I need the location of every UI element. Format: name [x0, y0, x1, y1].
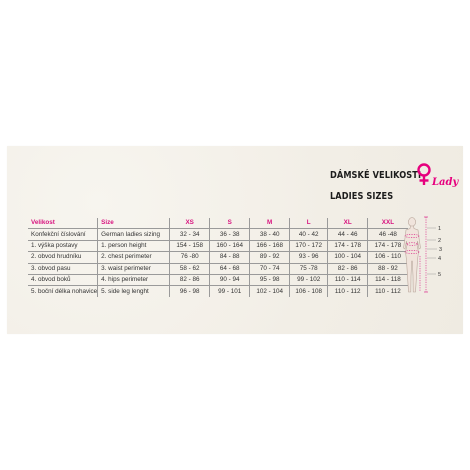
table-cell: 64 - 68: [210, 263, 250, 274]
table-row: [28, 263, 408, 274]
female-body-measurement-icon: [398, 214, 454, 298]
table-cell: 44 - 46: [328, 229, 368, 240]
table-cell: 170 - 172: [290, 240, 328, 251]
table-cell: 38 - 40: [250, 229, 290, 240]
table-cell: 154 - 158: [170, 240, 210, 251]
table-cell: 99 - 102: [290, 274, 328, 285]
table-cell: 99 - 101: [210, 286, 250, 297]
table-cell: 5. side leg lenght: [98, 286, 170, 297]
marker-2: 2: [438, 238, 442, 244]
table-cell: 160 - 164: [210, 240, 250, 251]
table-cell: 106 - 110: [368, 252, 408, 263]
table-cell: 166 - 168: [250, 240, 290, 251]
table-row: [28, 229, 408, 240]
table-row: [28, 240, 408, 251]
column-header: Velikost: [28, 218, 98, 229]
marker-3: 3: [439, 247, 443, 253]
table-cell: 3. obvod pasu: [28, 263, 98, 274]
table-cell: 58 - 62: [170, 263, 210, 274]
table-cell: 2. chest perimeter: [98, 252, 170, 263]
column-header: XL: [328, 218, 368, 229]
column-header: XXL: [368, 218, 408, 229]
table-cell: 40 - 42: [290, 229, 328, 240]
table-cell: 114 - 118: [368, 274, 408, 285]
table-cell: 88 - 92: [368, 263, 408, 274]
table-cell: 82 - 86: [328, 263, 368, 274]
table-cell: 4. obvod boků: [28, 274, 98, 285]
column-header: M: [250, 218, 290, 229]
table-header-row: [28, 218, 408, 229]
table-row: [28, 252, 408, 263]
marker-5: 5: [438, 272, 442, 278]
column-header: Size: [98, 218, 170, 229]
table-cell: 93 - 96: [290, 252, 328, 263]
table-cell: 2. obvod hrudníku: [28, 252, 98, 263]
table-cell: 95 - 98: [250, 274, 290, 285]
table-cell: 90 - 94: [210, 274, 250, 285]
column-header: L: [290, 218, 328, 229]
table-cell: 46 -48: [368, 229, 408, 240]
table-cell: 174 - 178: [368, 240, 408, 251]
table-cell: 84 - 88: [210, 252, 250, 263]
logo-text: Lady: [432, 177, 459, 188]
table-cell: 76 -80: [170, 252, 210, 263]
title-czech: DÁMSKÉ VELIKOSTI: [330, 170, 422, 181]
table-cell: 4. hips perimeter: [98, 274, 170, 285]
table-cell: 70 - 74: [250, 263, 290, 274]
table-cell: 5. boční délka nohavice: [28, 286, 98, 297]
table-cell: Konfekční číslování: [28, 229, 98, 240]
table-cell: 1. person height: [98, 240, 170, 251]
table-row: [28, 286, 408, 297]
table-cell: 106 - 108: [290, 286, 328, 297]
table-row: [28, 274, 408, 285]
table-cell: 82 - 86: [170, 274, 210, 285]
table-cell: 89 - 92: [250, 252, 290, 263]
column-header: S: [210, 218, 250, 229]
column-header: XS: [170, 218, 210, 229]
table-cell: 32 - 34: [170, 229, 210, 240]
table-cell: 174 - 178: [328, 240, 368, 251]
marker-1: 1: [438, 226, 442, 232]
page-title: [330, 169, 421, 204]
table-cell: 110 - 112: [375, 287, 401, 295]
table-cell: 1. výška postavy: [28, 240, 98, 251]
marker-4: 4: [438, 256, 442, 262]
table-cell: 102 - 104: [250, 286, 290, 297]
table-cell: 100 - 104: [328, 252, 368, 263]
table-cell: 3. waist perimeter: [98, 263, 170, 274]
table-cell: 110 - 112: [328, 286, 368, 297]
title-english: LADIES SIZES: [330, 191, 394, 202]
table-cell: 110 - 114: [328, 274, 368, 285]
table-cell: 75 -78: [290, 263, 328, 274]
table-cell: German ladies sizing: [98, 229, 170, 240]
table-cell: 96 - 98: [170, 286, 210, 297]
size-table: [28, 218, 408, 297]
table-cell: 36 - 38: [210, 229, 250, 240]
